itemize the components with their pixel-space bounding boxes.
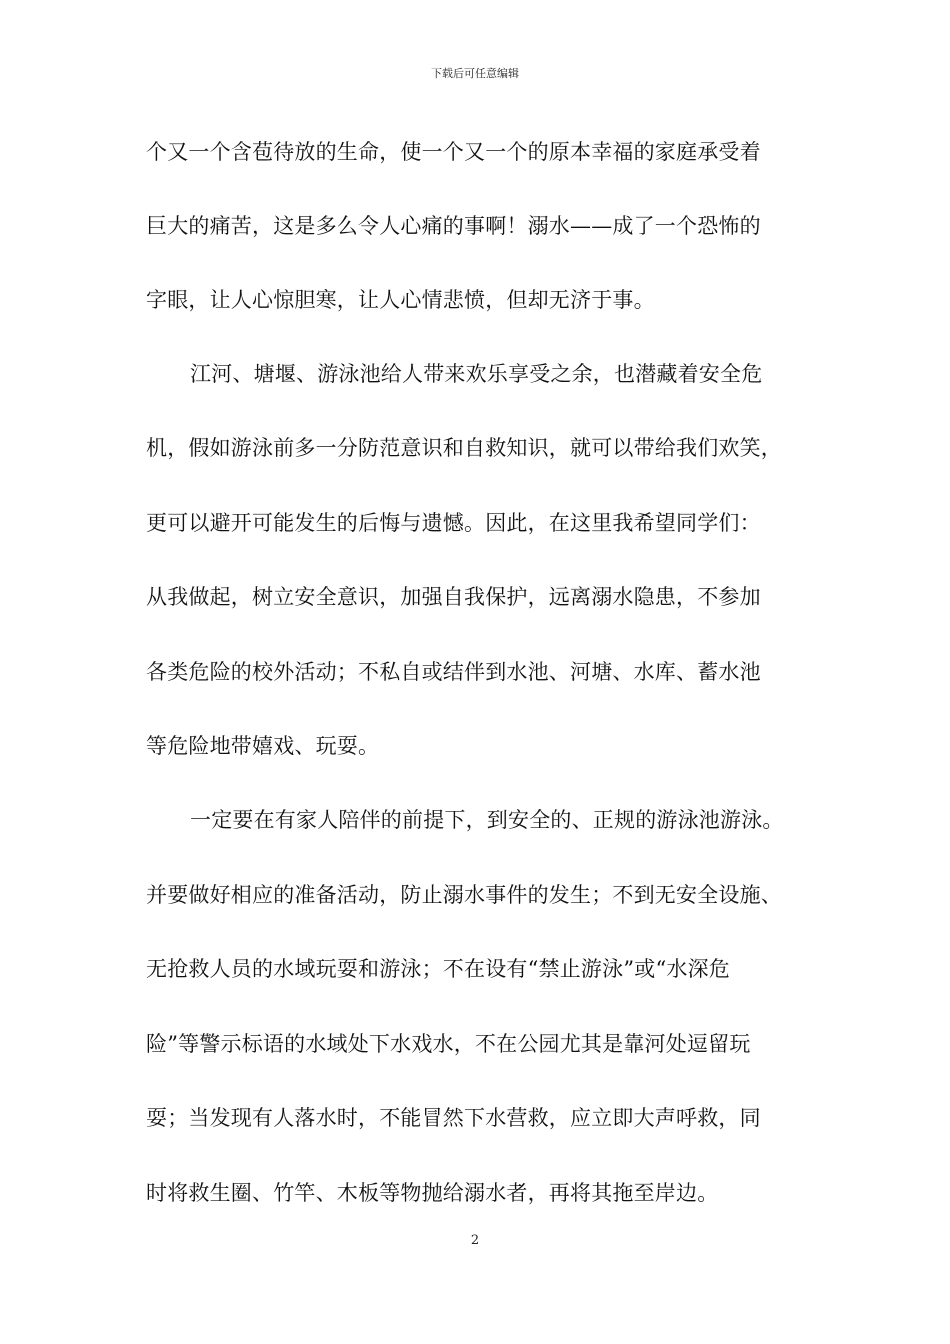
- body-line: 更可以避开可能发生的后悔与遗憾。因此，在这里我希望同学们：: [146, 511, 761, 535]
- body-line: 时将救生圈、竹竿、木板等物抛给溺水者，再将其拖至岸边。: [146, 1181, 719, 1205]
- paragraph-first-line: 一定要在有家人陪伴的前提下，到安全的、正规的游泳池游泳。: [190, 808, 784, 832]
- body-line: 从我做起，树立安全意识，加强自我保护，远离溺水隐患，不参加: [146, 585, 761, 609]
- body-line: 险”等警示标语的水域处下水戏水，不在公园尤其是靠河处逗留玩: [146, 1032, 751, 1056]
- body-line: 巨大的痛苦，这是多么令人心痛的事啊！溺水——成了一个恐怖的: [146, 214, 761, 238]
- body-line: 并要做好相应的准备活动，防止溺水事件的发生；不到无安全设施、: [146, 883, 782, 907]
- page-number: 2: [470, 1233, 480, 1248]
- paragraph-first-line: 江河、塘堰、游泳池给人带来欢乐享受之余，也潜藏着安全危: [190, 362, 763, 386]
- body-line: 等危险地带嬉戏、玩耍。: [146, 734, 380, 758]
- body-line: 各类危险的校外活动；不私自或结伴到水池、河塘、水库、蓄水池: [146, 660, 761, 684]
- body-line: 个又一个含苞待放的生命，使一个又一个的原本幸福的家庭承受着: [146, 140, 761, 164]
- body-line: 耍；当发现有人落水时，不能冒然下水营救，应立即大声呼救，同: [146, 1106, 761, 1130]
- body-line: 无抢救人员的水域玩耍和游泳；不在设有“禁止游泳”或“水深危: [146, 957, 731, 981]
- body-line: 字眼，让人心惊胆寒，让人心情悲愤，但却无济于事。: [146, 288, 655, 312]
- page-header: 下载后可任意编辑: [431, 67, 519, 80]
- body-line: 机，假如游泳前多一分防范意识和自救知识，就可以带给我们欢笑，: [146, 436, 782, 460]
